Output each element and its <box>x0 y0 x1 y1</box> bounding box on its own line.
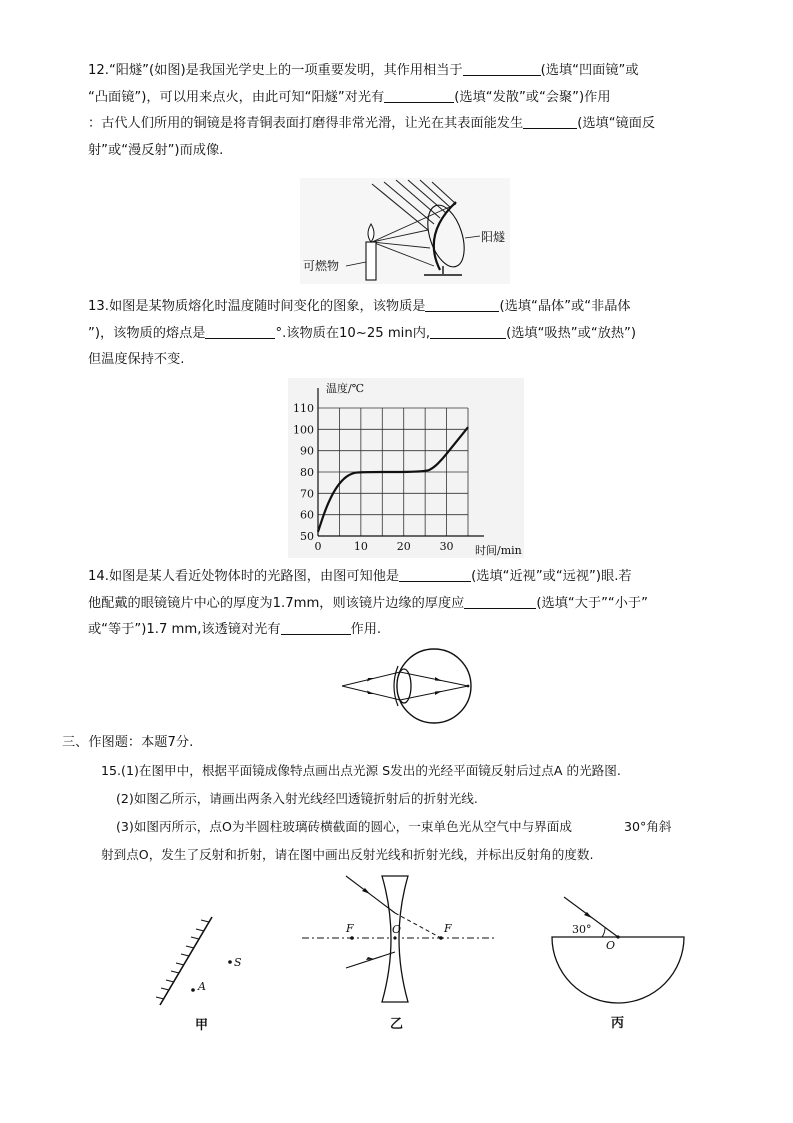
q15-text: 30°角斜 <box>623 819 672 834</box>
y-tick-label: 70 <box>300 487 314 501</box>
optical-center <box>393 936 396 939</box>
x-tick-label: 30 <box>439 540 454 553</box>
answer-blank[interactable] <box>205 324 275 339</box>
q14-text: 他配戴的眼镜镜片中心的厚度为1.7mm，则该镜片边缘的厚度应 <box>88 595 465 611</box>
q14-text: (选填“近视”或“远视”)眼.若 <box>471 569 632 584</box>
extension-line <box>395 913 441 938</box>
q13-text: ”)，该物质的熔点是 <box>88 325 206 341</box>
q12-line-2 <box>88 85 736 112</box>
answer-blank[interactable] <box>430 324 506 339</box>
y-tick-label: 110 <box>293 402 314 415</box>
answer-blank[interactable] <box>425 297 499 312</box>
label-angle: 30° <box>572 923 592 936</box>
q14-line-2 <box>88 591 736 618</box>
label-yangsui: 阳燧 <box>481 230 506 244</box>
answer-blank[interactable] <box>281 620 351 635</box>
center-O <box>616 935 619 938</box>
q12-text: (选填“镜面反 <box>577 116 656 131</box>
q15-part-3 <box>116 814 671 841</box>
x-tick-label: 20 <box>396 540 411 553</box>
section-heading: 三、作图题：本题7分. <box>62 735 194 750</box>
question-14 <box>88 564 736 644</box>
q14-line-1 <box>88 564 736 591</box>
q15-part-4: 射到点O，发生了反射和折射，请在图中画出反射光线和折射光线，并标出反射角的度数. <box>101 847 594 862</box>
y-axis-label: 温度/℃ <box>326 382 365 395</box>
y-tick-label: 60 <box>300 508 314 522</box>
focus-left <box>350 936 354 940</box>
figure-jia-plane-mirror <box>148 905 250 1035</box>
answer-blank[interactable] <box>384 88 454 103</box>
label-A: A <box>198 980 206 993</box>
q12-text: (选填“发散”或“会聚”)作用 <box>454 89 611 105</box>
q13-text: °.该物质在10~25 min内, <box>275 325 431 341</box>
eye-ray-diagram <box>338 646 476 726</box>
q15-part-1: 15.(1)在图甲中，根据平面镜成像特点画出点光源 S发出的光经平面镜反射后过点A 的光路图. <box>101 763 621 778</box>
figure-caption-jia: 甲 <box>195 1018 209 1033</box>
x-tick-label: 0 <box>314 540 322 553</box>
q13-text: (选填“晶体”或“非晶体 <box>499 299 631 314</box>
figure-yi-concave-lens <box>300 872 496 1036</box>
q14-text: 或“等于”)1.7 mm,该透镜对光有 <box>88 622 281 637</box>
q13-line-2 <box>88 321 736 348</box>
q15-text: (3)如图丙所示，点O为半圆柱玻璃砖横截面的圆心，一束单色光从空气中与界面成 <box>116 819 572 834</box>
yangsui-figure <box>300 178 510 284</box>
figure-bing-semicircle-glass <box>548 893 688 1033</box>
semicircle-glass-brick <box>552 937 684 1003</box>
label-S: S <box>234 956 242 969</box>
point-source-S <box>228 960 232 964</box>
angle-arc <box>602 927 605 937</box>
x-axis-label: 时间/min <box>475 544 522 557</box>
label-O: O <box>606 939 616 952</box>
answer-blank[interactable] <box>463 61 541 76</box>
q12-text: 12.“阳燧”(如图)是我国光学史上的一项重要发明，其作用相当于 <box>88 63 463 78</box>
q12-line-3 <box>88 111 736 138</box>
answer-blank[interactable] <box>399 567 471 582</box>
q14-text: 作用. <box>350 622 382 637</box>
focus-point <box>467 685 470 688</box>
label-fuel: 可燃物 <box>303 259 340 273</box>
y-tick-label: 50 <box>300 530 314 543</box>
label-O: O <box>392 923 402 936</box>
y-tick-label: 100 <box>293 423 314 437</box>
candle <box>366 242 376 280</box>
focus-right <box>439 936 443 940</box>
q12-line-1 <box>88 58 736 85</box>
question-13 <box>88 294 736 374</box>
incident-ray-lower <box>346 952 395 968</box>
label-F-right: F <box>444 922 452 935</box>
figure-caption-yi: 乙 <box>390 1017 404 1032</box>
q13-line-1 <box>88 294 736 321</box>
figure-caption-bing: 丙 <box>611 1016 625 1031</box>
q13-line-3: 但温度保持不变. <box>88 352 185 367</box>
label-F-left: F <box>346 922 354 935</box>
answer-blank[interactable] <box>464 594 536 609</box>
q12-text: “凸面镜”)，可以用来点火，由此可知“阳燧”对光有 <box>88 89 385 105</box>
q12-line-4: 射”或“漫反射”)而成像. <box>88 142 224 158</box>
q14-text: (选填“大于”“小于” <box>536 595 648 611</box>
chart-background <box>288 378 524 558</box>
q15-part-2: (2)如图乙所示，请画出两条入射光线经凹透镜折射后的折射光线. <box>116 791 478 806</box>
answer-blank[interactable] <box>523 114 577 129</box>
q13-text: (选填“吸热”或“放热”) <box>506 325 637 341</box>
q13-text: 13.如图是某物质熔化时温度随时间变化的图象，该物质是 <box>88 299 426 314</box>
y-tick-label: 90 <box>300 444 314 458</box>
q12-text: (选填“凹面镜”或 <box>540 63 639 78</box>
y-tick-label: 80 <box>300 466 314 479</box>
x-tick-label: 10 <box>353 540 368 553</box>
q12-text: ：古代人们所用的铜镜是将青铜表面打磨得非常光滑，让光在其表面能发生 <box>88 116 524 131</box>
point-A <box>191 988 195 992</box>
temperature-time-chart <box>288 378 524 558</box>
question-12 <box>88 58 736 164</box>
q14-text: 14.如图是某人看近处物体时的光路图，由图可知他是 <box>88 569 400 584</box>
q14-line-3 <box>88 617 736 644</box>
